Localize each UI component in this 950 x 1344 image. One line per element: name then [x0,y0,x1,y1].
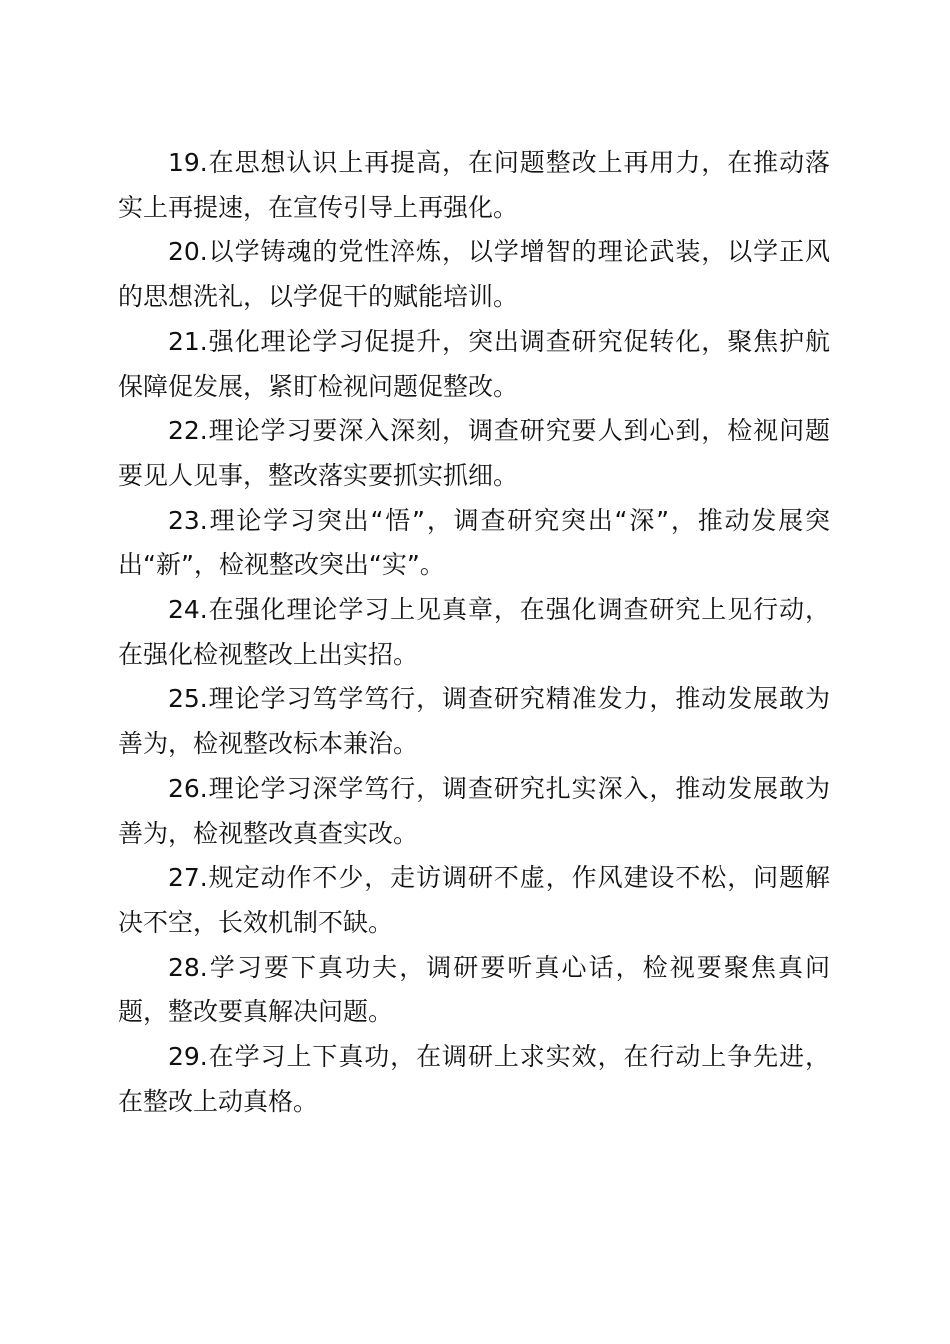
paragraph-24: 24.在强化理论学习上见真章，在强化调查研究上见行动，在强化检视整改上出实招。 [118,595,830,669]
paragraph-28: 28.学习要下真功夫，调研要听真心话，检视要聚焦真问题，整改要真解决问题。 [118,952,830,1027]
paragraph-27: 27.规定动作不少，走访调研不虚，作风建设不松，问题解决不空，长效机制不缺。 [118,863,830,937]
paragraph-26: 26.理论学习深学笃行，调查研究扎实深入，推动发展敢为善为，检视整改真查实改。 [118,773,830,848]
document-body [118,141,830,1124]
paragraph-29: 29.在学习上下真功，在调研上求实效，在行动上争先进，在整改上动真格。 [118,1042,830,1116]
paragraph-22: 22.理论学习要深入深刻，调查研究要人到心到，检视问题要见人见事，整改落实要抓实抓细。 [118,416,830,490]
paragraph-19: 19.在思想认识上再提高，在问题整改上再用力，在推动落实上再提速，在宣传引导上再强化。 [118,148,830,222]
paragraph-23: 23.理论学习突出“悟”，调查研究突出“深”，推动发展突出“新”，检视整改突出“实”。 [118,505,830,580]
paragraph-20: 20.以学铸魂的党性淬炼，以学增智的理论武装，以学正风的思想洗礼，以学促干的赋能培训。 [118,237,830,312]
paragraph-21: 21.强化理论学习促提升，突出调查研究促转化，聚焦护航保障促发展，紧盯检视问题促整改。 [118,326,830,401]
paragraph-25: 25.理论学习笃学笃行，调查研究精准发力，推动发展敢为善为，检视整改标本兼治。 [118,684,830,759]
